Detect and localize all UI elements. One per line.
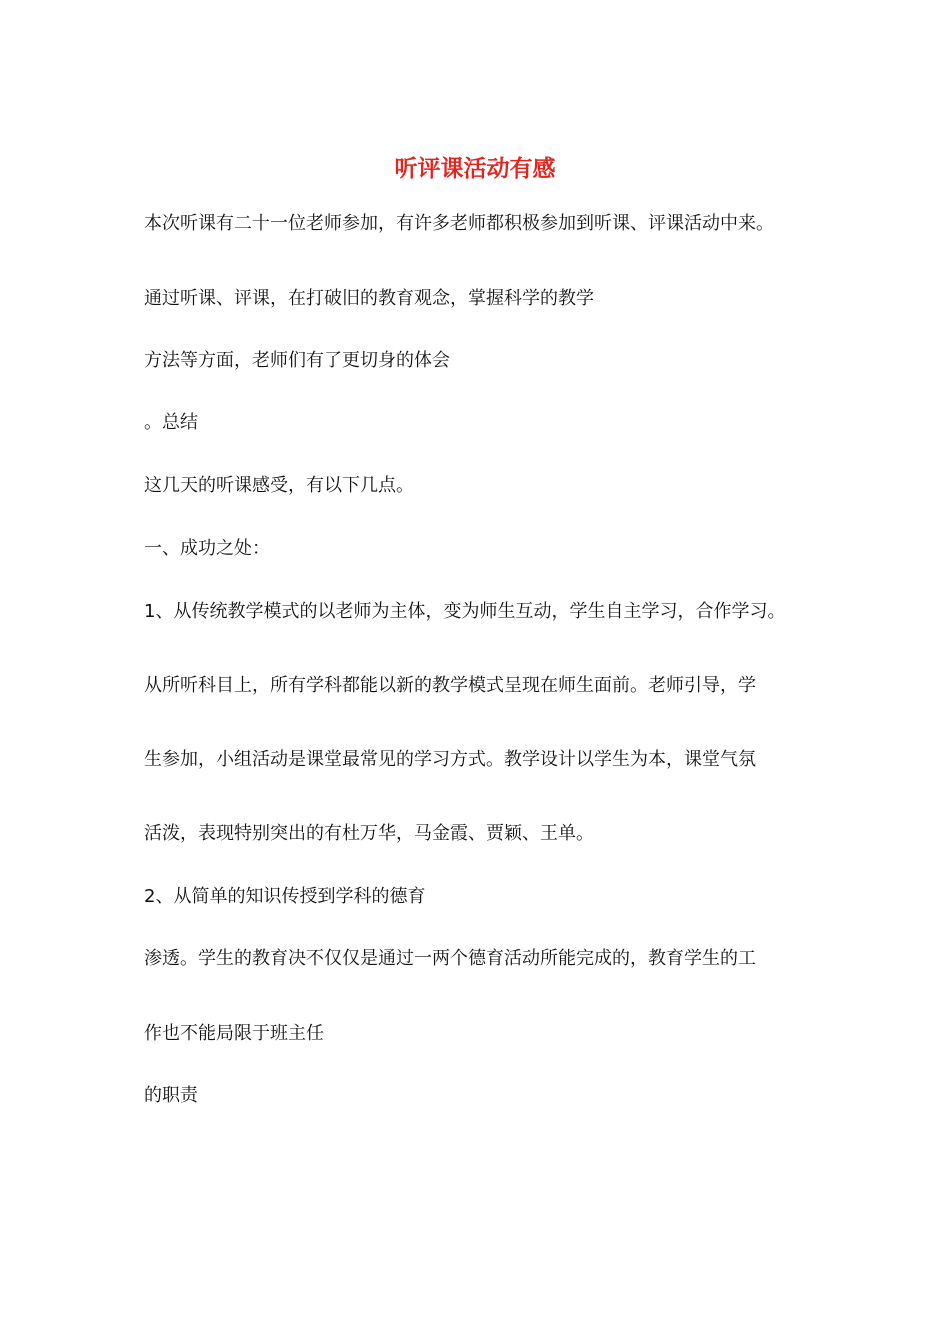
document-title: 听评课活动有感 [394,155,556,182]
paragraph-line: 生参加，小组活动是课堂最常见的学习方式。教学设计以学生为本，课堂气氛 [144,749,756,770]
paragraph-line: 方法等方面，老师们有了更切身的体会 [144,350,450,371]
paragraph-line: 1、从传统教学模式的以老师为主体，变为师生互动，学生自主学习，合作学习。 [144,601,786,622]
paragraph-line: 的职责 [144,1085,198,1106]
paragraph-line: 渗透。学生的教育决不仅仅是通过一两个德育活动所能完成的，教育学生的工 [144,948,756,969]
paragraph-line: 作也不能局限于班主任 [144,1023,324,1044]
paragraph-line: 从所听科目上，所有学科都能以新的教学模式呈现在师生面前。老师引导，学 [144,675,756,696]
paragraph-line: 2、从简单的知识传授到学科的德育 [144,886,426,907]
section-heading: 一、成功之处： [144,538,270,559]
paragraph-line: 。总结 [144,412,198,433]
paragraph-line: 这几天的听课感受，有以下几点。 [144,475,414,496]
paragraph-line: 通过听课、评课，在打破旧的教育观念，掌握科学的教学 [144,288,594,309]
paragraph-line: 本次听课有二十一位老师参加，有许多老师都积极参加到听课、评课活动中来。 [144,213,774,234]
paragraph-line: 活泼，表现特别突出的有杜万华，马金霞、贾颖、王单。 [144,823,594,844]
